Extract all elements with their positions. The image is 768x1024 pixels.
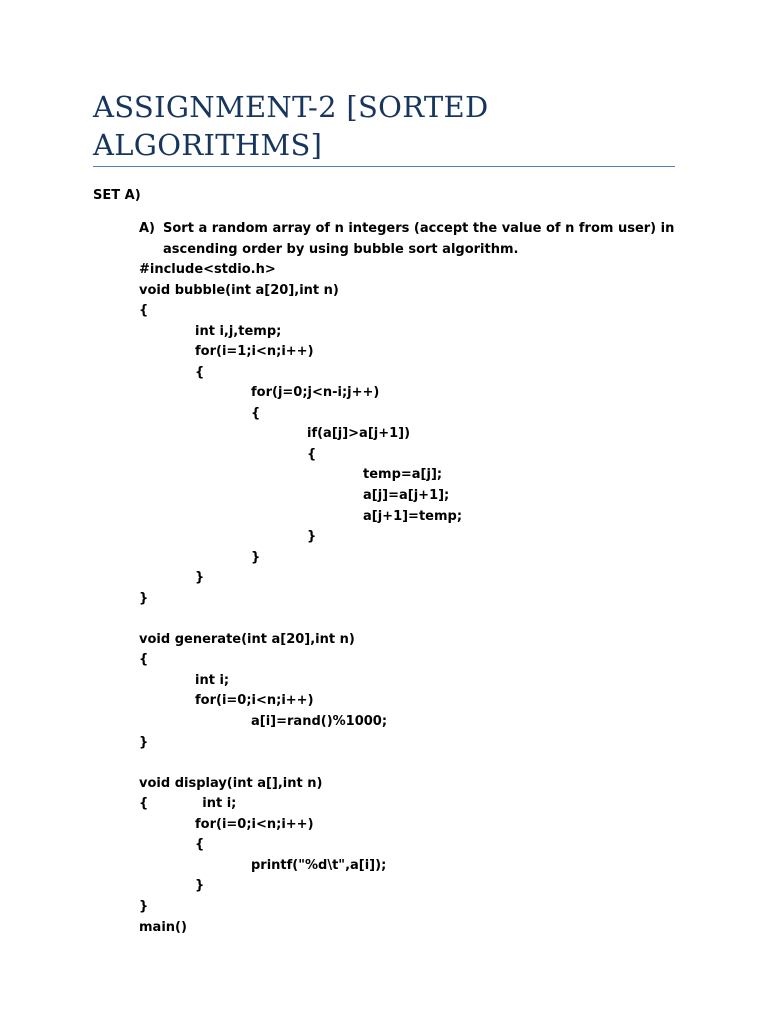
- code-line: [139, 691, 462, 712]
- code-text: for(i=0;i<n;i++): [195, 816, 314, 832]
- code-text: }: [307, 529, 317, 545]
- code-text: {: [195, 837, 205, 853]
- code-text: void bubble(int a[20],int n): [139, 282, 339, 298]
- code-text: {: [251, 405, 261, 421]
- code-line: [139, 507, 462, 528]
- code-text: for(j=0;j<n-i;j++): [251, 385, 380, 401]
- code-line: [139, 465, 462, 486]
- document-title: ASSIGNMENT-2 [SORTED ALGORITHMS]: [93, 90, 489, 162]
- code-text: }: [195, 570, 205, 586]
- code-line: [139, 589, 462, 610]
- code-line: [139, 322, 462, 343]
- code-line: [139, 794, 462, 815]
- code-text: if(a[j]>a[j+1]): [307, 426, 411, 442]
- code-text: }: [139, 898, 149, 914]
- code-line: [139, 568, 462, 589]
- code-line: [139, 753, 462, 774]
- title-underline: [93, 166, 675, 167]
- code-line: [139, 876, 462, 897]
- code-text: void generate(int a[20],int n): [139, 631, 355, 647]
- code-text: a[j+1]=temp;: [363, 508, 463, 524]
- code-text: for(i=1;i<n;i++): [195, 344, 314, 360]
- code-text: a[j]=a[j+1];: [363, 488, 450, 504]
- code-line: [139, 856, 462, 877]
- code-line: [139, 918, 462, 939]
- code-text: {: [139, 652, 149, 668]
- question-text: Sort a random array of n integers (accept the value of n from user) in ascending order by using bubble sort algorithm.: [163, 221, 675, 257]
- code-line: [139, 774, 462, 795]
- code-text: }: [251, 549, 261, 565]
- code-text: }: [139, 590, 149, 606]
- code-text: int i;: [195, 672, 230, 688]
- code-line: [139, 630, 462, 651]
- code-text: }: [195, 878, 205, 894]
- code-text: a[i]=rand()%1000;: [251, 714, 388, 730]
- code-line: [139, 383, 462, 404]
- code-line: [139, 712, 462, 733]
- code-line: [139, 260, 462, 281]
- code-text: #include<stdio.h>: [139, 262, 276, 277]
- code-text: }: [139, 734, 149, 750]
- code-line: [139, 424, 462, 445]
- code-line: [139, 342, 462, 363]
- code-text: {: [195, 364, 205, 380]
- code-line: [139, 281, 462, 302]
- code-text: int i,j,temp;: [195, 323, 282, 339]
- code-inline-text: int i;: [202, 796, 237, 812]
- code-text: printf("%d\t",a[i]);: [251, 857, 387, 873]
- code-line: [139, 404, 462, 425]
- code-text: {: [139, 303, 149, 319]
- code-line: [139, 527, 462, 548]
- code-line: [139, 363, 462, 384]
- code-line: [139, 650, 462, 671]
- code-line: [139, 445, 462, 466]
- code-text: temp=a[j];: [363, 467, 443, 483]
- code-text: {: [139, 796, 149, 812]
- code-text: for(i=0;i<n;i++): [195, 693, 314, 709]
- code-line: [139, 835, 462, 856]
- code-line: [139, 733, 462, 754]
- question-marker: A): [139, 221, 156, 236]
- code-text: void display(int a[],int n): [139, 775, 323, 791]
- code-line: [139, 815, 462, 836]
- code-block: [139, 260, 462, 938]
- code-line: [139, 609, 462, 630]
- code-line: [139, 301, 462, 322]
- code-text: {: [307, 446, 317, 462]
- code-line: [139, 548, 462, 569]
- set-label: SET A): [93, 188, 141, 203]
- code-line: [139, 486, 462, 507]
- code-text: main(): [139, 919, 187, 935]
- code-line: [139, 671, 462, 692]
- code-line: [139, 897, 462, 918]
